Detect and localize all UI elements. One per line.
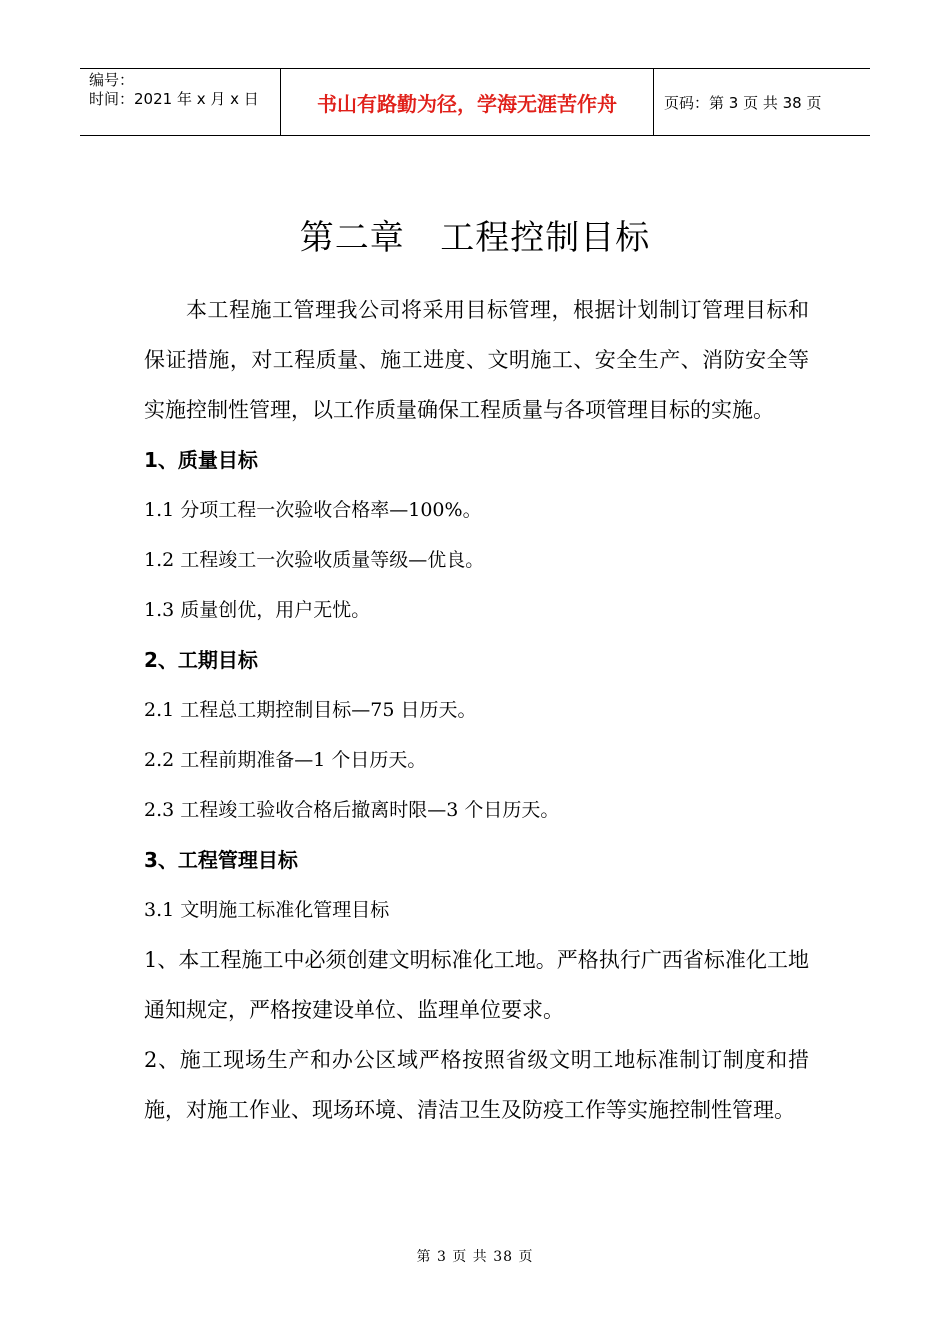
header-motto: 书山有路勤为径，学海无涯苦作舟 [281, 69, 654, 135]
header-page-info: 页码：第 3 页 共 38 页 [664, 93, 822, 112]
list-item: 1.1 分项工程一次验收合格率—100%。 [144, 499, 482, 521]
list-item: 2.3 工程竣工验收合格后撤离时限—3 个日历天。 [144, 799, 560, 821]
list-item: 2.2 工程前期准备—1 个日历天。 [144, 749, 427, 771]
page-header [80, 68, 870, 136]
document-number-label: 编号： [89, 71, 135, 89]
section-heading-management: 3、工程管理目标 [144, 848, 298, 872]
intro-paragraph: 本工程施工管理我公司将采用目标管理，根据计划制订管理目标和保证措施，对工程质量、施工进度、文明施工、安全生产、消防安全等实施控制性管理，以工作质量确保工程质量与各项管理目标的实施。 [144, 298, 809, 422]
document-body [144, 285, 809, 1135]
list-item: 3.1 文明施工标准化管理目标 [144, 899, 390, 921]
header-meta-cell [80, 69, 281, 135]
body-paragraph: 1、本工程施工中必须创建文明标准化工地。严格执行广西省标准化工地通知规定，严格按建设单位、监理单位要求。 [144, 948, 809, 1022]
page-footer: 第 3 页 共 38 页 [416, 1249, 534, 1265]
section-heading-quality: 1、质量目标 [144, 448, 258, 472]
list-item: 2.1 工程总工期控制目标—75 日历天。 [144, 699, 477, 721]
chapter-title: 第二章 工程控制目标 [299, 218, 651, 258]
section-heading-schedule: 2、工期目标 [144, 648, 258, 672]
list-item: 1.2 工程竣工一次验收质量等级—优良。 [144, 549, 485, 571]
body-paragraph: 2、施工现场生产和办公区域严格按照省级文明工地标准制订制度和措施，对施工作业、现场环境、清洁卫生及防疫工作等实施控制性管理。 [144, 1048, 809, 1122]
document-time-label: 时间：2021 年 x 月 x 日 [89, 90, 259, 108]
list-item: 1.3 质量创优，用户无忧。 [144, 599, 371, 621]
